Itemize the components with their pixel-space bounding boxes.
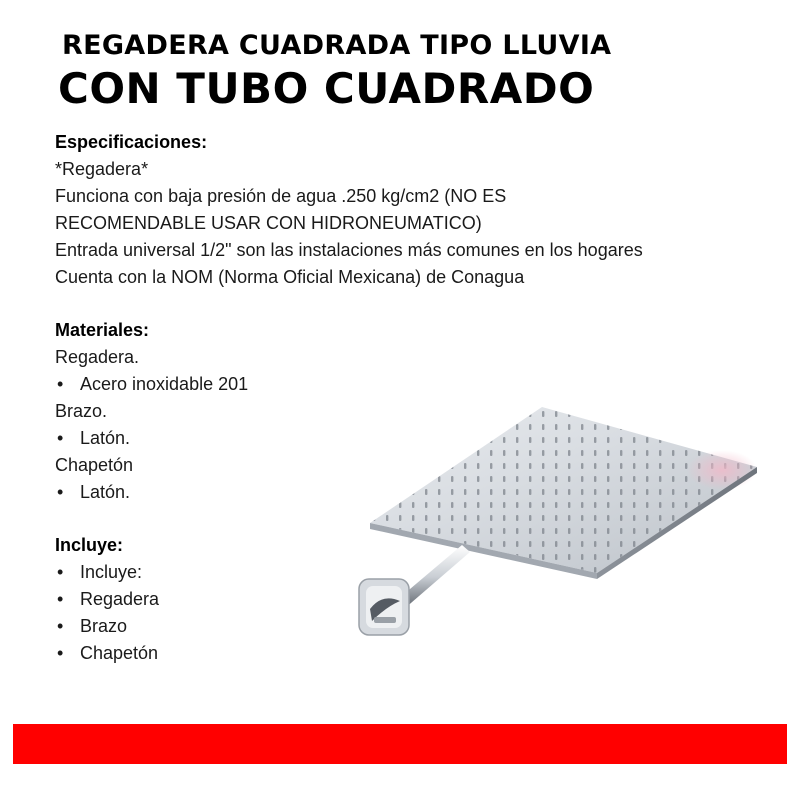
spec-line: Cuenta con la NOM (Norma Oficial Mexicana) de Conagua bbox=[55, 267, 525, 287]
bullet-icon: • bbox=[57, 643, 64, 663]
bullet-icon: • bbox=[57, 374, 64, 394]
material-group-name: Chapetón bbox=[55, 455, 134, 475]
material-group-name: Brazo. bbox=[55, 401, 108, 421]
spec-line: Funciona con baja presión de agua .250 kg/cm2 (NO ES bbox=[55, 186, 507, 206]
material-item-label: Latón. bbox=[80, 482, 131, 502]
include-item-label: Chapetón bbox=[80, 643, 159, 663]
material-item bbox=[55, 371, 775, 398]
bullet-icon: • bbox=[57, 589, 64, 609]
accent-bar bbox=[13, 724, 787, 764]
specs-heading: Especificaciones: bbox=[55, 132, 208, 152]
product-title-line-1: REGADERA CUADRADA TIPO LLUVIA bbox=[62, 30, 612, 61]
include-item-label: Incluye: bbox=[80, 562, 143, 582]
include-item-label: Brazo bbox=[80, 616, 128, 636]
square-shower-head-icon bbox=[342, 395, 772, 685]
spec-line: RECOMENDABLE USAR CON HIDRONEUMATICO) bbox=[55, 213, 482, 233]
product-title-line-2: CON TUBO CUADRADO bbox=[58, 64, 595, 113]
material-group-name: Regadera. bbox=[55, 347, 140, 367]
material-item-label: Acero inoxidable 201 bbox=[80, 374, 249, 394]
spec-line: *Regadera* bbox=[55, 159, 149, 179]
spec-line: Entrada universal 1/2" son las instalaciones más comunes en los hogares bbox=[55, 240, 643, 260]
materials-heading: Materiales: bbox=[55, 320, 150, 340]
includes-heading: Incluye: bbox=[55, 535, 124, 555]
bullet-icon: • bbox=[57, 482, 64, 502]
include-item-label: Regadera bbox=[80, 589, 160, 609]
bullet-icon: • bbox=[57, 616, 64, 636]
bullet-icon: • bbox=[57, 428, 64, 448]
bullet-icon: • bbox=[57, 562, 64, 582]
material-item-label: Latón. bbox=[80, 428, 131, 448]
